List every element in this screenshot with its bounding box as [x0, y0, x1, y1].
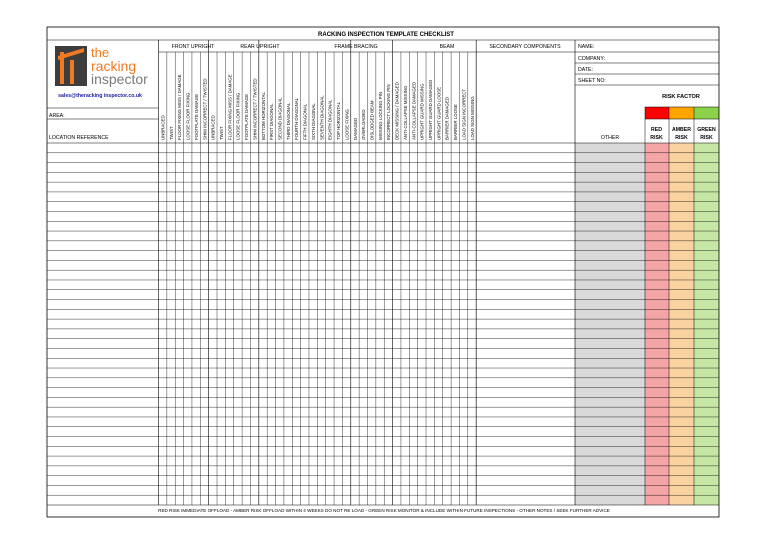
- column-header-secondary-3: ANTI-COLLAPSE DAMAGED: [411, 81, 417, 140]
- column-header-beam-4: MISSING LOCKING PIN: [377, 91, 383, 140]
- amber-risk-swatch: [669, 107, 694, 119]
- group-rear-upright: REAR UPRIGHT: [240, 44, 280, 50]
- column-header-frame-bracing-2: FIRST DIAGONAL: [269, 103, 275, 140]
- column-header-secondary-6: UPRIGHT GUARD LOOSE: [436, 86, 442, 140]
- column-header-secondary-10: LOAD SIGN MISSING: [469, 96, 475, 140]
- column-header-rear-upright-4: LOOSE FLOOR FIXING: [235, 92, 241, 140]
- area-label: AREA:: [49, 113, 65, 119]
- column-header-rear-upright-1: UNBRACED: [210, 115, 216, 140]
- column-header-frame-bracing-5: FOURTH DIAGONAL: [294, 97, 300, 140]
- red-risk-label-1: RED: [651, 127, 662, 133]
- sheet-no-label: SHEET NO:: [578, 78, 606, 84]
- column-header-secondary-7: BARRIER DAMAGED: [444, 97, 450, 140]
- column-header-secondary-8: BARRIER LOOSE: [453, 104, 459, 140]
- column-header-frame-bracing-6: FIFTH DIAGONAL: [302, 103, 308, 140]
- email-link[interactable]: sales@theracking inspector.co.uk: [58, 93, 142, 99]
- green-risk-label-1: GREEN: [697, 127, 716, 133]
- column-header-rear-upright-2: TWIST: [219, 126, 224, 140]
- column-header-beam-3: DISLODGED BEAM: [369, 100, 375, 140]
- sheet-title: RACKING INSPECTION TEMPLATE CHECKLIST: [318, 32, 454, 38]
- logo-word-inspector: inspector: [91, 71, 148, 87]
- green-risk-swatch: [694, 107, 719, 119]
- group-beam: BEAM: [439, 44, 455, 50]
- red-risk-swatch: [645, 107, 669, 119]
- column-header-front-upright-1: UNBRACED: [160, 115, 166, 140]
- risk-factor-label: RISK FACTOR: [662, 94, 700, 100]
- column-header-beam-5: INCORRECT LOCKING PIN: [386, 84, 392, 140]
- column-header-rear-upright-3: FLOOR FIXING MISS / DAMAGE: [227, 74, 233, 140]
- red-risk-column-fill: [645, 143, 669, 505]
- column-header-front-upright-6: SHIM INCORRECT / TWISTED: [202, 78, 208, 140]
- name-label: NAME:: [578, 44, 595, 50]
- company-label: COMPANY:: [578, 56, 605, 62]
- column-header-frame-bracing-8: SEVENTH DIAGONAL: [319, 95, 325, 140]
- column-header-frame-bracing-11: LOOSE FIXING: [344, 109, 350, 140]
- column-header-secondary-5: UPRIGHT GUARD DAMAGED: [428, 79, 433, 140]
- column-header-rear-upright-5: FOOTPLATE DAMAGE: [244, 93, 250, 140]
- amber-risk-column-fill: [669, 143, 694, 505]
- group-front-upright: FRONT UPRIGHT: [171, 44, 215, 50]
- column-header-frame-bracing-1: BOTTOM HORIZONTAL: [260, 92, 266, 140]
- column-header-front-upright-4: LOOSE FLOOR FIXING: [185, 92, 191, 140]
- column-header-secondary-2: ANTI-COLLAPSE MISSING: [402, 85, 408, 140]
- group-frame-bracing: FRAME BRACING: [334, 44, 378, 50]
- green-risk-label-2: RISK: [700, 135, 713, 141]
- column-header-front-upright-2: TWIST: [168, 126, 174, 140]
- column-header-beam-2: OVERLOADED: [361, 109, 367, 140]
- column-header-frame-bracing-9: EIGHTH DIAGONAL: [327, 99, 333, 140]
- other-column-fill: [575, 143, 645, 505]
- footer-note: RED RISK IMMEDIATE OFFLOAD - AMBER RISK OFFLOAD WITHIN 4 WEEKS DO NOT RE LOAD - GREEN RISK MONITOR & INCLUDE WITHIN FUTURE INSPECTIONS - OTHER NOTES / SEEK FURTHER ADVICE: [158, 508, 610, 513]
- background-fills: [575, 107, 719, 505]
- column-header-rear-upright-6: SHIM INCORRECT / TWISTED: [252, 78, 258, 140]
- amber-risk-label-1: AMBER: [671, 127, 692, 133]
- column-header-front-upright-5: FOOTPLATE DAMAGE: [193, 93, 199, 140]
- column-header-frame-bracing-4: THIRD DIAGONAL: [285, 102, 291, 140]
- date-label: DATE:: [578, 67, 593, 73]
- column-header-beam-1: DAMAGED: [352, 117, 358, 140]
- column-header-frame-bracing-7: SIXTH DIAGONAL: [310, 103, 316, 140]
- company-logo: [55, 45, 148, 87]
- column-header-secondary-4: UPRIGHT GUARD MISSING: [419, 83, 425, 140]
- column-headers: [160, 74, 474, 140]
- group-secondary-components: SECONDARY COMPONENTS: [489, 44, 561, 50]
- column-header-frame-bracing-3: SECOND DIAGONAL: [277, 97, 283, 140]
- logo-word-the: the: [91, 45, 110, 60]
- location-reference-label: LOCATION REFERENCE: [49, 135, 109, 141]
- column-header-secondary-1: DECK MISSING / DAMAGED: [394, 82, 400, 140]
- amber-risk-label-2: RISK: [675, 135, 688, 141]
- column-header-front-upright-3: FLOOR FIXING MISS / DAMAGE: [177, 74, 183, 140]
- other-column-label: OTHER: [600, 135, 620, 141]
- logo-word-racking: racking: [91, 58, 137, 74]
- green-risk-column-fill: [694, 143, 719, 505]
- column-header-frame-bracing-10: TOP HORIZONTAL: [336, 101, 342, 140]
- red-risk-label-2: RISK: [650, 135, 663, 141]
- column-header-secondary-9: LOAD SIGN INCORRECT: [461, 88, 467, 140]
